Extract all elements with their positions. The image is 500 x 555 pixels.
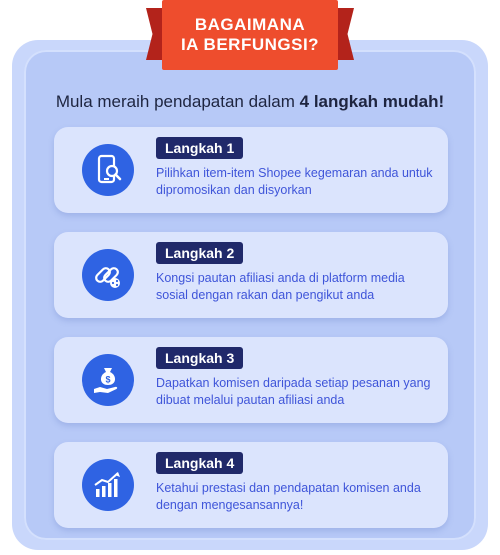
step-text-3: Dapatkan komisen daripada setiap pesanan yang dibuat melalui pautan afiliasi anda [156,376,431,407]
step-text-2: Kongsi pautan afiliasi anda di platform media sosial dengan rakan dan pengikut anda [156,271,405,302]
step-card-4 [54,442,448,528]
step-card-2 [54,232,448,318]
banner-line-1: BAGAIMANA [194,15,306,34]
step-label-2: Langkah 2 [156,242,243,264]
step-label-4: Langkah 4 [156,452,243,474]
money-bag-hand-icon [82,354,134,406]
step-card-1 [54,127,448,213]
step-card-3 [54,337,448,423]
step-label-3: Langkah 3 [156,347,243,369]
svg-text:$: $ [105,374,111,385]
headline-emphasis: 4 langkah mudah! [299,92,445,111]
title-banner [162,0,338,70]
phone-search-icon [82,144,134,196]
step-label-1: Langkah 1 [156,137,243,159]
headline [0,92,500,112]
step-text-4: Ketahui prestasi dan pendapatan komisen anda dengan mengesansannya! [156,481,421,512]
share-link-icon [82,249,134,301]
step-text-1: Pilihkan item-item Shopee kegemaran anda untuk dipromosikan dan disyorkan [156,166,433,197]
title-ribbon [152,0,348,74]
headline-prefix: Mula meraih pendapatan dalam [55,92,300,111]
growth-chart-icon [82,459,134,511]
banner-line-2: IA BERFUNGSI? [180,35,320,54]
